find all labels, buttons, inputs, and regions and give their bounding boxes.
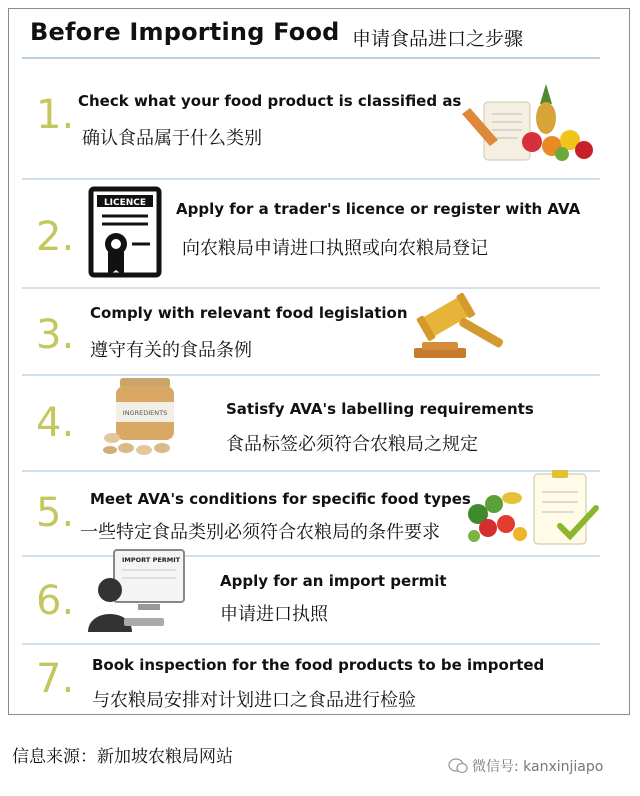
step-3-number: 3. <box>36 312 75 358</box>
page-title: Before Importing Food <box>30 18 340 46</box>
wechat-id: 微信号: kanxinjiapo <box>472 759 604 775</box>
vegetables-checklist-icon <box>464 470 604 550</box>
step-5-number: 5. <box>36 490 75 536</box>
licence-badge-text: LICENCE <box>103 198 147 208</box>
step-2-subtitle: 向农粮局申请进口执照或向农粮局登记 <box>182 238 488 259</box>
step-4-number: 4. <box>36 400 75 446</box>
step-7-number: 7. <box>36 656 75 702</box>
fruit-basket-with-scroll-icon <box>460 84 600 164</box>
step-3-title: Comply with relevant food legislation <box>90 304 408 322</box>
step-divider <box>22 643 600 645</box>
wechat-icon <box>448 758 468 774</box>
gavel-icon <box>410 288 510 364</box>
step-1-number: 1. <box>36 92 75 138</box>
step-5-title: Meet AVA's conditions for specific food types <box>90 490 471 508</box>
licence-certificate-icon <box>88 186 162 282</box>
step-6-title: Apply for an import permit <box>220 572 447 590</box>
step-7-title: Book inspection for the food products to be imported <box>92 656 545 674</box>
ingredients-label-text: INGREDIENTS <box>122 409 168 417</box>
step-4-subtitle: 食品标签必须符合农粮局之规定 <box>226 434 478 455</box>
ingredients-jar-icon <box>100 374 190 458</box>
page-title-chinese: 申请食品进口之步骤 <box>352 28 524 50</box>
step-4-title: Satisfy AVA's labelling requirements <box>226 400 534 418</box>
wechat-watermark <box>448 756 603 776</box>
step-2-title: Apply for a trader's licence or register with AVA <box>176 200 581 218</box>
computer-user-icon <box>88 548 188 634</box>
title-divider <box>22 57 600 59</box>
step-1-title: Check what your food product is classified as <box>78 92 462 110</box>
step-6-subtitle: 申请进口执照 <box>220 604 328 625</box>
step-3-subtitle: 遵守有关的食品条例 <box>90 340 252 361</box>
source-note: 信息来源：新加坡农粮局网站 <box>12 747 233 767</box>
step-5-subtitle: 一些特定食品类别必须符合农粮局的条件要求 <box>80 522 440 543</box>
import-permit-screen-text: IMPORT PERMIT <box>122 556 181 564</box>
step-7-subtitle: 与农粮局安排对计划进口之食品进行检验 <box>92 690 416 711</box>
step-divider <box>22 287 600 289</box>
step-1-subtitle: 确认食品属于什么类别 <box>82 128 262 149</box>
step-divider <box>22 178 600 180</box>
step-2-number: 2. <box>36 214 75 260</box>
step-6-number: 6. <box>36 578 75 624</box>
